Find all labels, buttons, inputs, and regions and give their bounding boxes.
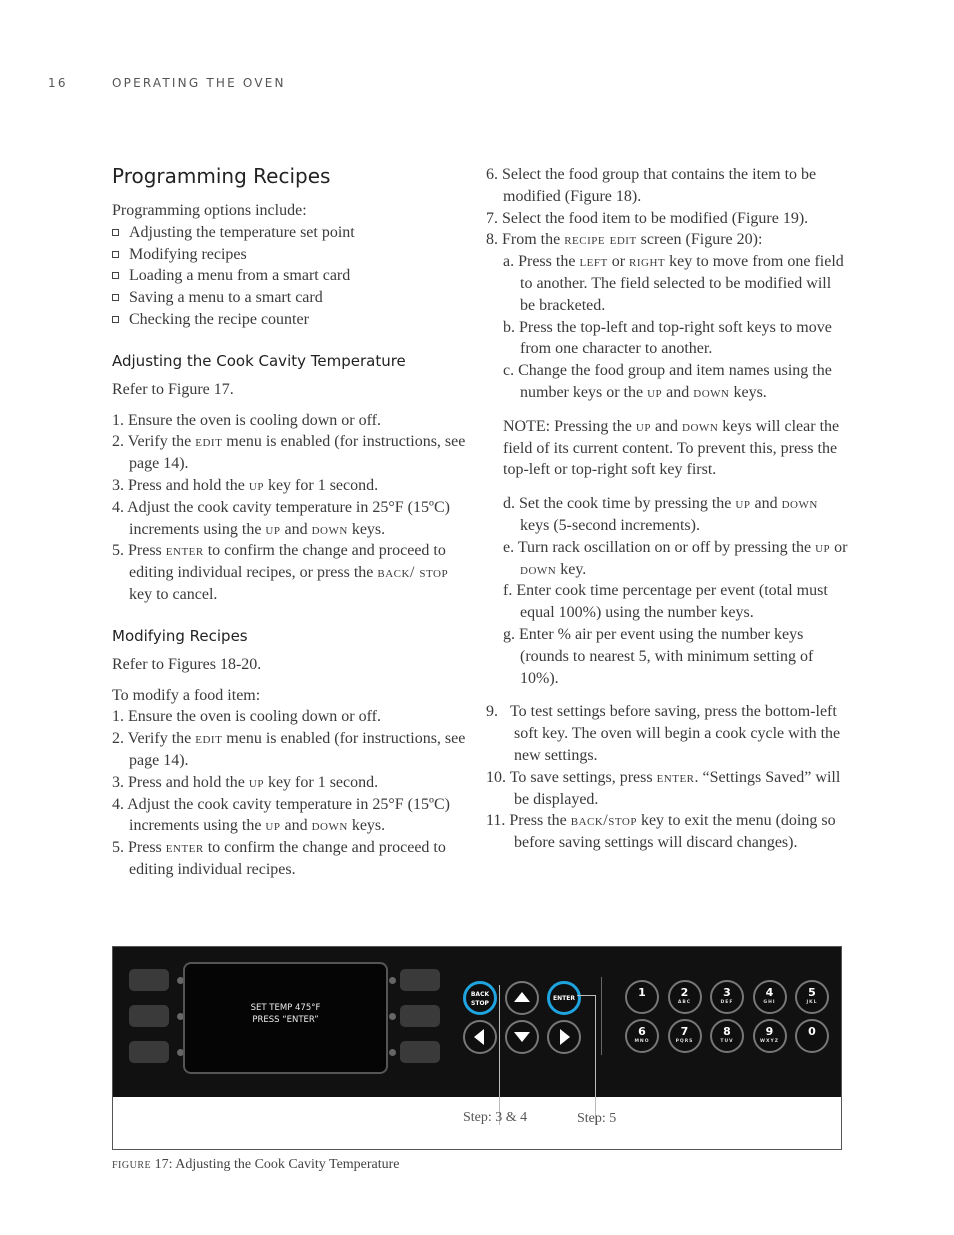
- divider: [601, 977, 602, 1055]
- key-digit: 5: [808, 986, 816, 999]
- step-item: 9. To test settings before saving, press the bottom-left soft key. The oven will begin a cook cycle with the new settings.: [486, 703, 841, 764]
- keypad-key-3[interactable]: [710, 980, 744, 1014]
- step-item: 2. Verify the edit menu is enabled (for instructions, see page 14).: [112, 730, 466, 769]
- up-arrow-icon: [514, 992, 530, 1002]
- key-digit: 0: [808, 1025, 816, 1038]
- keypad-key-7[interactable]: [668, 1019, 702, 1053]
- step-item: 3. Press and hold the up key for 1 second.: [112, 773, 379, 791]
- key-letters: ABC: [677, 1000, 692, 1005]
- oven-control-panel: [113, 947, 841, 1097]
- step-item: 10. To save settings, press enter. “Settings Saved” will be displayed.: [486, 768, 841, 808]
- step-item: 4. Adjust the cook cavity temperature in 25°F (15ºC) increments using the up and down keys.: [112, 795, 450, 835]
- key-digit: 2: [680, 986, 689, 999]
- right-arrow-icon: [560, 1029, 570, 1045]
- step-item: 1. Ensure the oven is cooling down or off.: [112, 708, 381, 726]
- step-5-label: Step: 5: [577, 1111, 617, 1126]
- keypad-key-1[interactable]: [625, 980, 659, 1014]
- key-letters: DEF: [720, 1000, 734, 1005]
- step-item: 4. Adjust the cook cavity temperature in 25°F (15ºC) increments using the up and down keys.: [112, 498, 450, 538]
- soft-key-middle-left[interactable]: [129, 1005, 169, 1027]
- substep-item: g. Enter % air per event using the number keys (rounds to nearest 5, with minimum setting of 10%).: [503, 625, 814, 687]
- key-digit: 3: [723, 986, 731, 999]
- page-title: Programming Recipes: [112, 164, 331, 188]
- soft-key-top-left[interactable]: [129, 969, 169, 991]
- key-digit: 6: [638, 1025, 646, 1038]
- key-digit: 9: [765, 1025, 774, 1038]
- list-item: Checking the recipe counter: [112, 309, 472, 331]
- soft-key-bottom-left[interactable]: [129, 1041, 169, 1063]
- note: NOTE: Pressing the up and down keys will clear the field of its current content. To prevent this, press the top-left or top-right soft key first.: [503, 417, 840, 479]
- modify-intro: To modify a food item:: [112, 686, 261, 704]
- modify-steps: [112, 706, 472, 880]
- bullet-box-icon: [112, 272, 119, 279]
- key-digit: 8: [723, 1025, 731, 1038]
- leader-line: [499, 985, 500, 1125]
- step-item: 8. From the recipe edit screen (Figure 20):: [486, 231, 763, 249]
- right-button[interactable]: [547, 1020, 581, 1054]
- keypad-key-5[interactable]: [795, 980, 829, 1014]
- soft-key-indicator: [389, 1013, 396, 1020]
- key-digit: 1: [638, 986, 646, 999]
- soft-key-indicator: [389, 1049, 396, 1056]
- substep-item: f. Enter cook time percentage per event (total must equal 100%) using the number keys.: [503, 582, 828, 622]
- step-item: 1. Ensure the oven is cooling down or off.: [112, 411, 381, 429]
- soft-key-top-right[interactable]: [400, 969, 440, 991]
- modify-heading: Modifying Recipes: [112, 626, 248, 645]
- section-title: OPERATING THE OVEN: [112, 76, 286, 90]
- keypad-key-4[interactable]: [753, 980, 787, 1014]
- screen-line-2: PRESS “ENTER”: [252, 1015, 319, 1025]
- soft-key-indicator: [389, 977, 396, 984]
- leader-line: [595, 995, 596, 1125]
- page-number: 16: [48, 76, 68, 90]
- options-list: [112, 222, 472, 331]
- adjust-heading: Adjusting the Cook Cavity Temperature: [112, 351, 406, 370]
- options-intro: Programming options include:: [112, 202, 307, 219]
- down-arrow-icon: [514, 1032, 530, 1042]
- back-stop-button[interactable]: BACK STOP: [463, 981, 497, 1015]
- list-item: Loading a menu from a smart card: [112, 265, 472, 287]
- substep-item: c. Change the food group and item names using the number keys or the up and down keys.: [503, 362, 832, 401]
- figure-caption: figure 17: Adjusting the Cook Cavity Temperature: [112, 1157, 400, 1172]
- enter-button[interactable]: ENTER: [547, 981, 581, 1015]
- modify-ref: Refer to Figures 18-20.: [112, 655, 262, 673]
- key-digit: 7: [680, 1025, 689, 1038]
- up-button[interactable]: [505, 981, 539, 1015]
- keypad-key-9[interactable]: [753, 1019, 787, 1053]
- step-item: 2. Verify the edit menu is enabled (for instructions, see page 14).: [112, 433, 466, 473]
- key-digit: 4: [765, 986, 774, 999]
- substep-item: a. Press the left or right key to move from one field to another. The field selected to be modified will be bracketed.: [503, 253, 844, 314]
- left-button[interactable]: [463, 1020, 497, 1054]
- step-3-4-label: Step: 3 & 4: [463, 1110, 528, 1125]
- display-screen: [183, 962, 388, 1074]
- bullet-box-icon: [112, 229, 119, 236]
- left-column: [112, 162, 472, 881]
- step-item: 6. Select the food group that contains the item to be modified (Figure 18).: [486, 166, 817, 205]
- adjust-steps: [112, 410, 472, 606]
- bullet-box-icon: [112, 294, 119, 301]
- bullet-box-icon: [112, 316, 119, 323]
- step-item: 7. Select the food item to be modified (Figure 19).: [486, 209, 809, 227]
- substep-item: d. Set the cook time by pressing the up and down keys (5-second increments).: [503, 495, 818, 534]
- screen-line-1: SET TEMP 475°F: [250, 1003, 321, 1013]
- key-letters: WXYZ: [760, 1039, 779, 1044]
- key-letters: GHI: [763, 1000, 776, 1005]
- keypad-key-2[interactable]: [668, 980, 702, 1014]
- keypad-key-6[interactable]: [625, 1019, 659, 1053]
- figure-control-panel: [112, 946, 842, 1150]
- down-button[interactable]: [505, 1020, 539, 1054]
- left-arrow-icon: [474, 1029, 484, 1045]
- soft-key-bottom-right[interactable]: [400, 1041, 440, 1063]
- key-letters: PQRS: [675, 1039, 694, 1044]
- adjust-ref: Refer to Figure 17.: [112, 380, 234, 398]
- right-column: [486, 164, 848, 854]
- keypad-key-8[interactable]: [710, 1019, 744, 1053]
- soft-key-middle-right[interactable]: [400, 1005, 440, 1027]
- step-item: 5. Press enter to confirm the change and proceed to editing individual recipes.: [112, 839, 446, 878]
- page-header: [48, 76, 286, 90]
- leader-line: [577, 995, 595, 996]
- step-item: 3. Press and hold the up key for 1 second.: [112, 476, 379, 494]
- step-item: 5. Press enter to confirm the change and proceed to editing individual recipes, or press the back/ stop key to cancel.: [112, 542, 449, 603]
- key-letters: JKL: [806, 1000, 818, 1005]
- step-item: 11. Press the back/stop key to exit the menu (doing so before saving settings will discard changes).: [486, 812, 836, 852]
- list-item: Adjusting the temperature set point: [112, 222, 472, 244]
- key-letters: MNO: [634, 1039, 650, 1044]
- key-letters: TUV: [720, 1039, 734, 1044]
- substep-item: e. Turn rack oscillation on or off by pressing the up or down key.: [503, 538, 848, 578]
- bullet-box-icon: [112, 251, 119, 258]
- substep-item: b. Press the top-left and top-right soft keys to move from one character to another.: [503, 318, 832, 358]
- list-item: Modifying recipes: [112, 244, 472, 266]
- list-item: Saving a menu to a smart card: [112, 287, 472, 309]
- keypad-key-0[interactable]: [795, 1019, 829, 1053]
